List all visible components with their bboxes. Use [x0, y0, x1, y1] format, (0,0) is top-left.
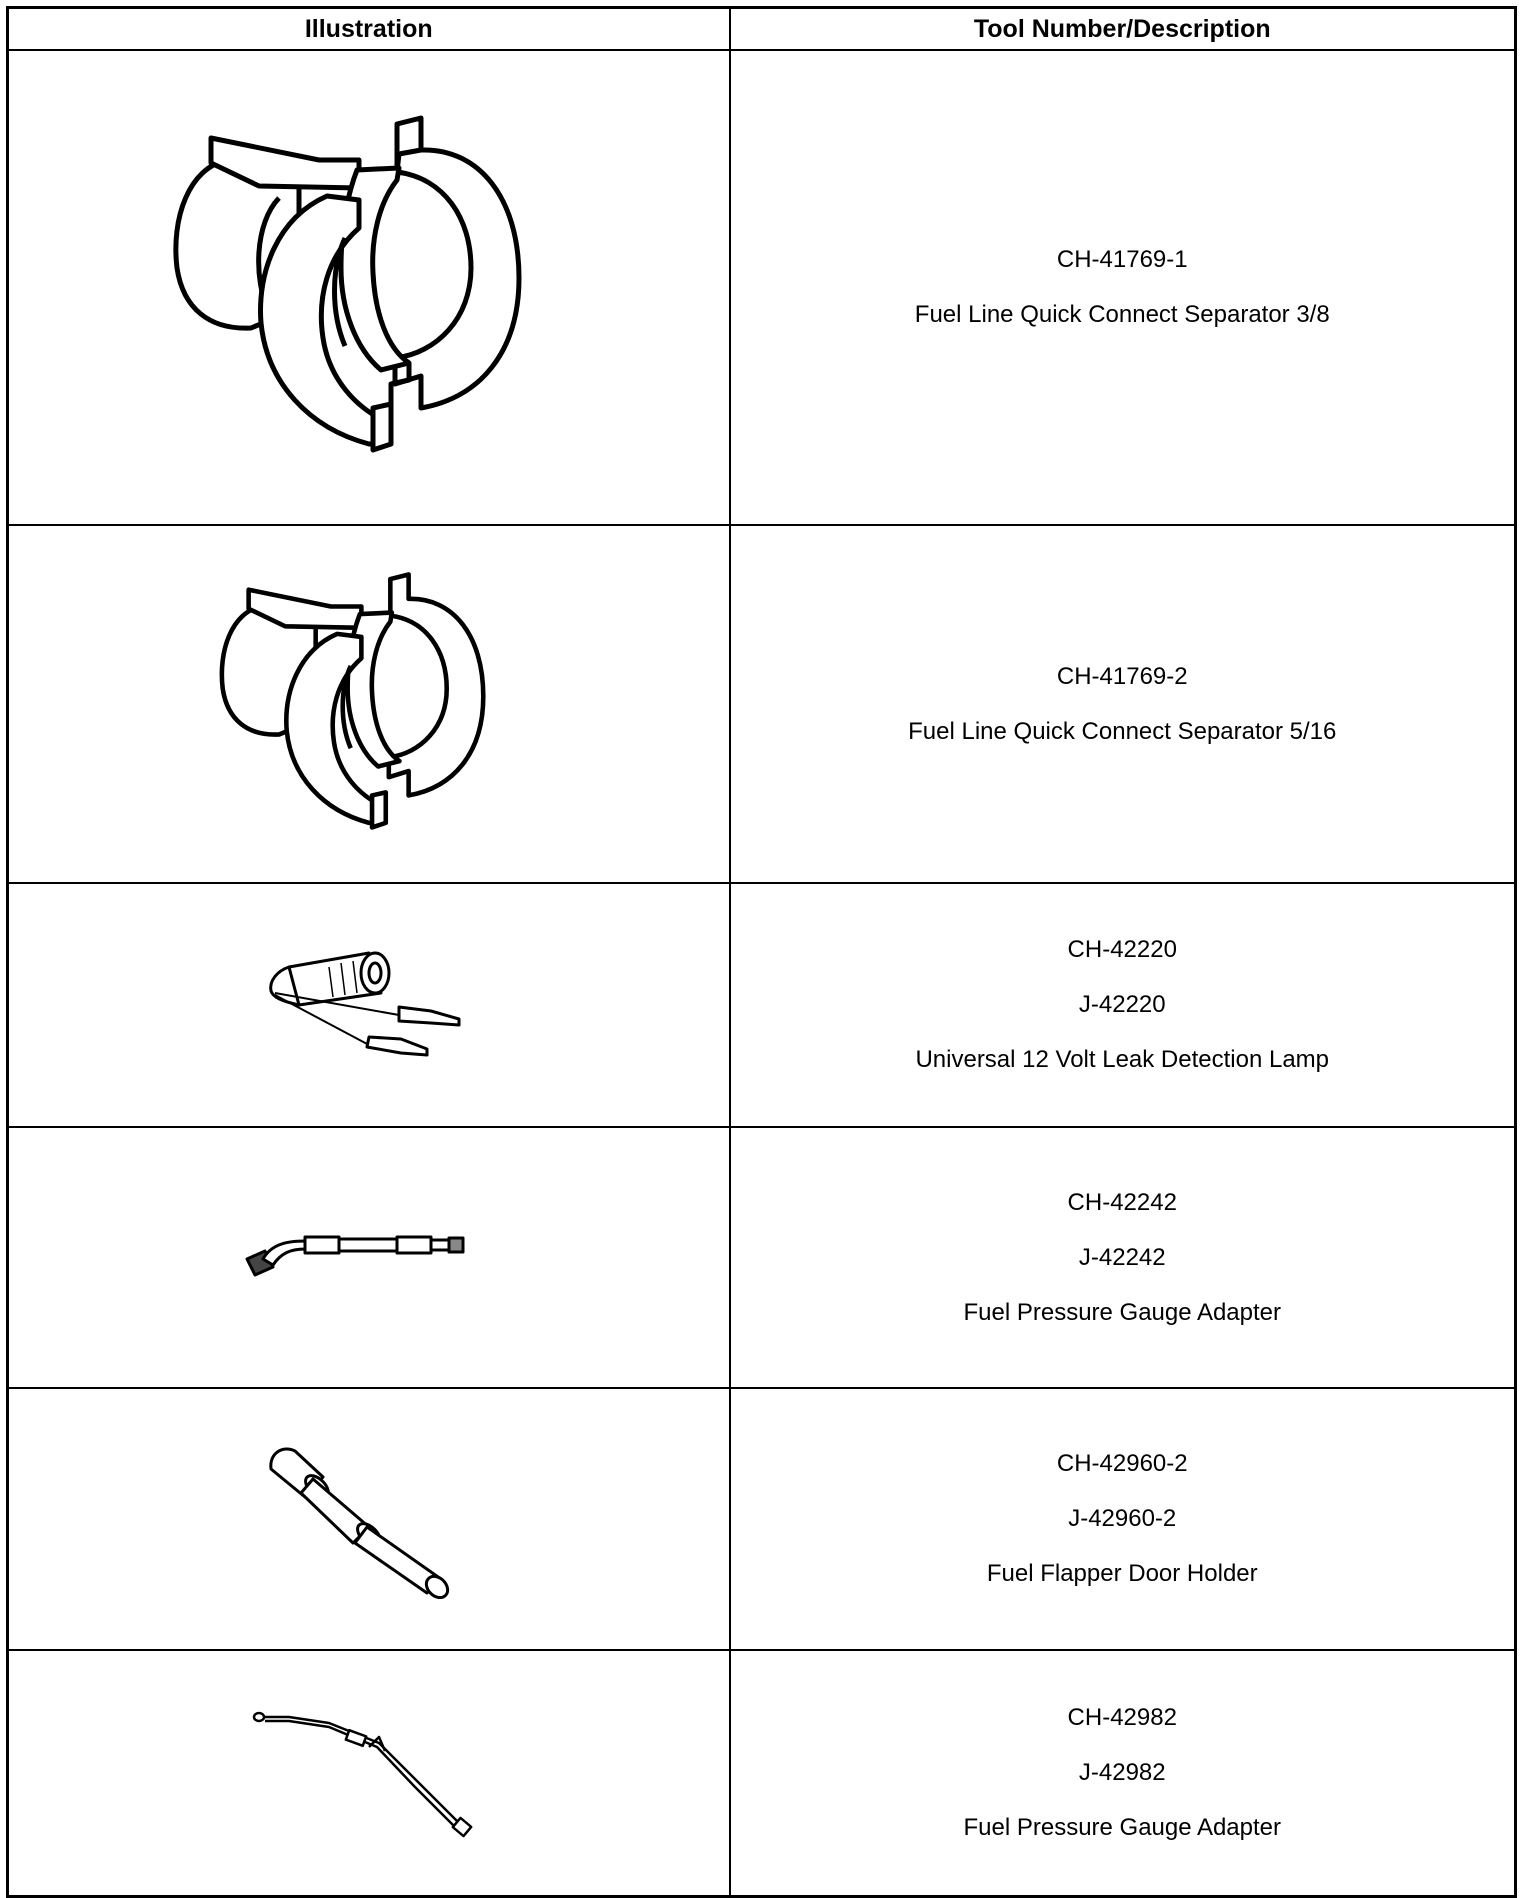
- description-cell: [730, 50, 1516, 525]
- tool-number-alt: J-42220: [1078, 991, 1166, 1018]
- tool-number: CH-42982: [1067, 1703, 1177, 1731]
- tool-number-alt: J-42960-2: [1068, 1505, 1177, 1532]
- header-tool-description: Tool Number/Description: [730, 8, 1516, 51]
- table-row: [8, 525, 1516, 883]
- table-row: [8, 50, 1516, 525]
- illustration-cell: [8, 50, 730, 525]
- tool-number: CH-41769-1: [1056, 246, 1188, 273]
- illustration-cell: [8, 525, 730, 883]
- tool-number: CH-41769-2: [1056, 662, 1188, 690]
- description-cell: [730, 1650, 1516, 1896]
- tool-description: Universal 12 Volt Leak Detection Lamp: [915, 1046, 1330, 1073]
- illustration-cell: [8, 1388, 730, 1650]
- tool-description: Fuel Line Quick Connect Separator 3/8: [914, 301, 1330, 328]
- table-row: [8, 1650, 1516, 1896]
- special-tools-table: [6, 6, 1517, 1898]
- tool-number: CH-42220: [1067, 936, 1177, 963]
- tool-description: Fuel Line Quick Connect Separator 5/16: [908, 717, 1337, 745]
- gauge-adapter-line-icon: [249, 1703, 489, 1843]
- table-row: [8, 1388, 1516, 1650]
- tool-number: CH-42242: [1067, 1188, 1177, 1216]
- quick-connect-separator-5-16-icon: [209, 564, 529, 844]
- header-illustration: Illustration: [8, 8, 730, 51]
- illustration-cell: [8, 883, 730, 1127]
- description-cell: [730, 1388, 1516, 1650]
- gauge-adapter-hose-icon: [239, 1223, 499, 1293]
- description-cell: [730, 1127, 1516, 1388]
- tool-number: CH-42960-2: [1056, 1450, 1188, 1477]
- leak-detection-lamp-icon: [259, 945, 479, 1065]
- illustration-cell: [8, 1127, 730, 1388]
- flapper-door-holder-icon: [259, 1439, 479, 1599]
- table-row: [8, 883, 1516, 1127]
- illustration-cell: [8, 1650, 730, 1896]
- description-cell: [730, 525, 1516, 883]
- description-cell: [730, 883, 1516, 1127]
- tool-number-alt: J-42982: [1078, 1758, 1166, 1786]
- tool-description: Fuel Flapper Door Holder: [986, 1560, 1258, 1587]
- table-row: [8, 1127, 1516, 1388]
- table-header-row: [8, 8, 1516, 51]
- quick-connect-separator-3-8-icon: [159, 108, 579, 468]
- tool-number-alt: J-42242: [1078, 1243, 1166, 1271]
- tool-description: Fuel Pressure Gauge Adapter: [963, 1298, 1282, 1326]
- tool-description: Fuel Pressure Gauge Adapter: [963, 1813, 1282, 1841]
